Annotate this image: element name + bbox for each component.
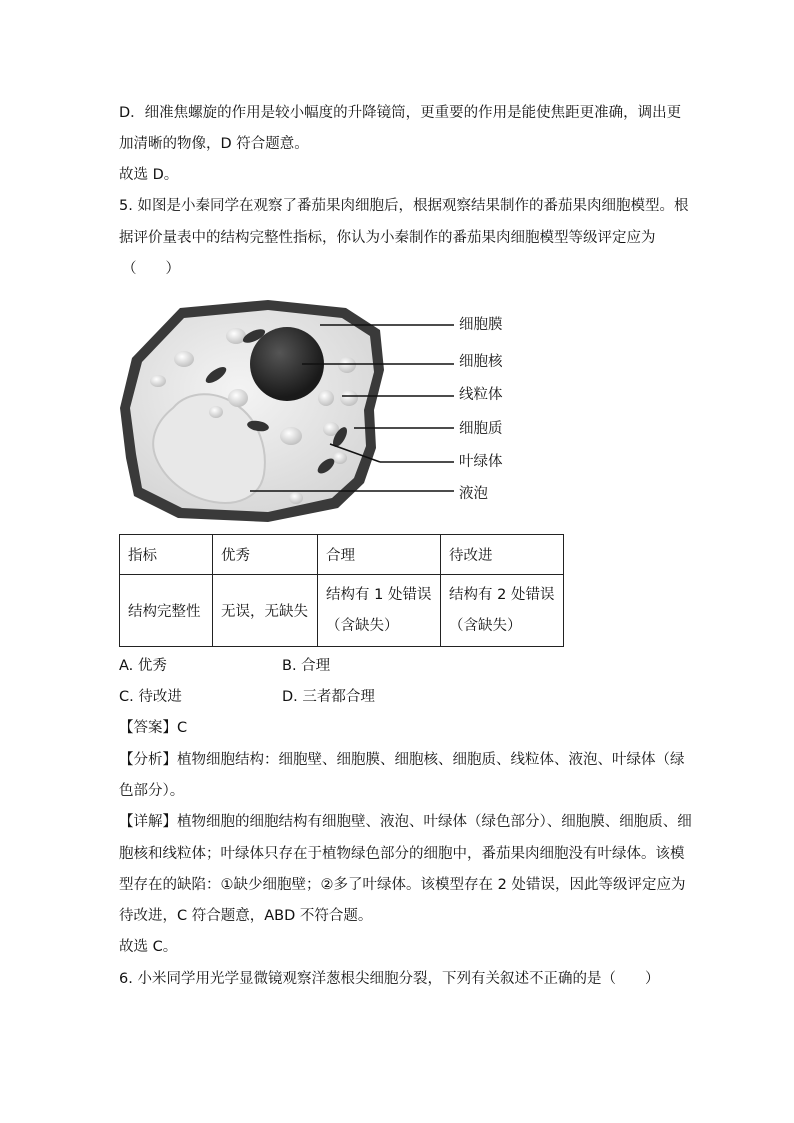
- label-mitochondria: 线粒体: [459, 387, 503, 403]
- label-vacuole: 液泡: [459, 486, 488, 502]
- option-d: D. 三者都合理: [282, 689, 375, 705]
- prev-answer-d-line2: 加清晰的物像，D 符合题意。: [119, 136, 309, 152]
- table-cell-reasonable: [318, 575, 441, 647]
- question-5-blank: （ ）: [122, 261, 180, 277]
- label-membrane: 细胞膜: [459, 317, 503, 333]
- analysis-line1: 【分析】植物细胞结构：细胞壁、细胞膜、细胞核、细胞质、线粒体、液泡、叶绿体（绿: [119, 752, 685, 768]
- option-c: C. 待改进: [119, 689, 182, 705]
- table-cell-line: （含缺失）: [326, 617, 399, 634]
- table-cell-excellent: 无误，无缺失: [213, 575, 318, 647]
- label-chloroplast: 叶绿体: [459, 454, 503, 470]
- question-5-line1: 5. 如图是小秦同学在观察了番茄果肉细胞后，根据观察结果制作的番茄果肉细胞模型。根: [119, 198, 689, 214]
- question-6-line1: 6. 小米同学用光学显微镜观察洋葱根尖细胞分裂，下列有关叙述不正确的是（ ）: [119, 971, 660, 987]
- table-header-cell: 优秀: [213, 535, 318, 575]
- table-cell-improve: [441, 575, 564, 647]
- prev-answer-d-line1: D．细准焦螺旋的作用是较小幅度的升降镜筒，更重要的作用是能使焦距更准确，调出更: [119, 105, 682, 121]
- table-row: [120, 575, 564, 647]
- option-a: A. 优秀: [119, 658, 167, 674]
- answer: 【答案】C: [119, 720, 188, 736]
- label-nucleus: 细胞核: [459, 354, 503, 370]
- analysis-line2: 色部分）。: [119, 783, 185, 799]
- table-cell-line: 结构有 2 处错误: [449, 586, 555, 603]
- option-b: B. 合理: [282, 658, 331, 674]
- detail-line4: 待改进，C 符合题意，ABD 不符合题。: [119, 908, 373, 924]
- question-5-line2: 据评价量表中的结构完整性指标，你认为小秦制作的番茄果肉细胞模型等级评定应为: [119, 230, 656, 246]
- table-header-cell: 合理: [318, 535, 441, 575]
- table-header-cell: 待改进: [441, 535, 564, 575]
- table-cell-row-label: 结构完整性: [120, 575, 213, 647]
- label-cytoplasm: 细胞质: [459, 421, 503, 437]
- table-cell-line: 结构有 1 处错误: [326, 586, 432, 603]
- cell-model-figure: [118, 298, 468, 526]
- prev-conclusion: 故选 D。: [119, 167, 179, 183]
- detail-line1: 【详解】植物细胞的细胞结构有细胞壁、液泡、叶绿体（绿色部分）、细胞膜、细胞质、细: [119, 814, 692, 830]
- table-header-cell: 指标: [120, 535, 213, 575]
- question-5-conclusion: 故选 C。: [119, 939, 178, 955]
- detail-line3: 型存在的缺陷：①缺少细胞壁；②多了叶绿体。该模型存在 2 处错误，因此等级评定应为: [119, 877, 686, 893]
- table-cell-line: （含缺失）: [449, 617, 522, 634]
- evaluation-table: [119, 534, 564, 647]
- table-header-row: [120, 535, 564, 575]
- detail-line2: 胞核和线粒体；叶绿体只存在于植物绿色部分的细胞中，番茄果肉细胞没有叶绿体。该模: [119, 846, 685, 862]
